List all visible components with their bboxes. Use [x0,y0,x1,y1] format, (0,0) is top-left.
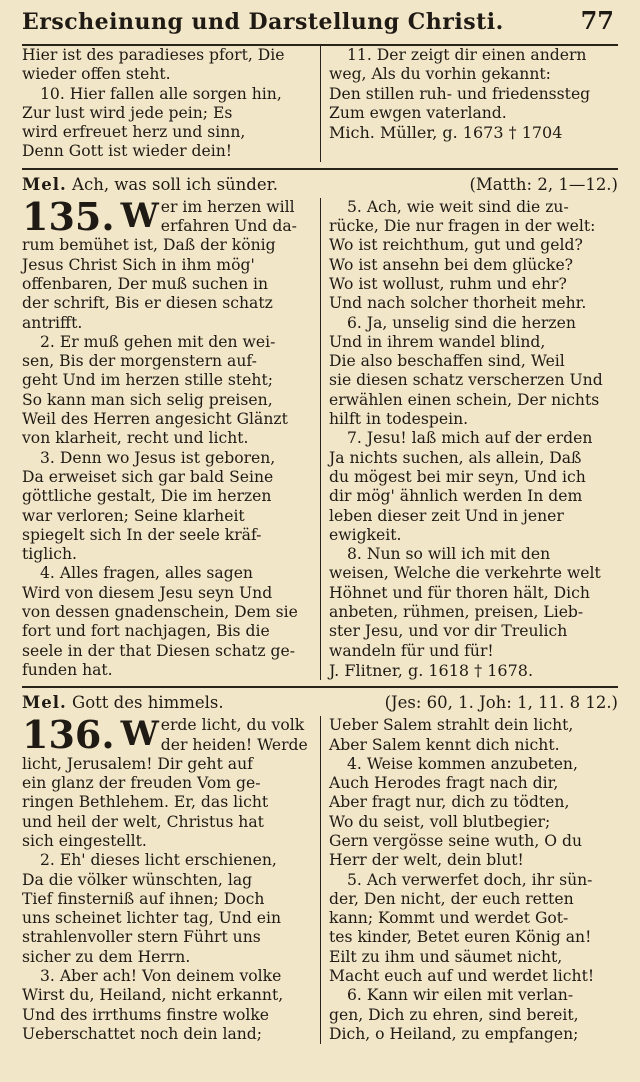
text-line: ewigkeit. [329,525,402,544]
text-line: Wo ist ansehn bei dem glücke? [329,255,574,274]
hymn-135 [22,198,618,680]
text-line: Wo du seist, voll blutbegier; [329,812,551,831]
text-line: ringen Bethlehem. Er, das licht [22,793,269,812]
text-line: gen, Dich zu ehren, sind bereit, [329,1005,579,1024]
hymn-136 [22,716,618,1044]
text-line: der heiden! Werde [160,735,308,754]
melody-label: Mel. [22,174,67,194]
melody-line-135 [22,174,618,196]
text-line: Zum ewgen vaterland. [329,103,507,122]
text-line: leben dieser zeit Und in jener [329,506,564,525]
text-line: seele in der that Diesen schatz ge- [22,641,296,660]
text-line: 4. Alles fragen, alles sagen [40,564,253,583]
text-line: Herr der welt, dein blut! [329,851,524,870]
hymn-number: 135. [22,197,115,237]
text-line: 6. Ja, unselig sind die herzen [347,313,576,332]
text-line: der, Den nicht, der euch retten [329,889,574,908]
text-line: 7. Jesu! laß mich auf der erden [347,429,593,448]
hymn-135-right-column [320,198,618,680]
melody-tune: Gott des himmels. [72,693,224,713]
drop-initial: W [120,197,159,236]
text-line: Eilt zu ihm und säumet nicht, [329,947,563,966]
text-line: Tief finsterniß auf ihnen; Doch [22,889,265,908]
text-line: sich eingestellt. [22,831,147,850]
text-line: rum bemühet ist, Daß der könig [22,236,276,255]
text-line: sicher zu dem Herrn. [22,947,191,966]
text-line: Jesus Christ Sich in ihm mög' [22,255,255,274]
section-divider [22,168,618,170]
text-line: Denn Gott ist wieder dein! [22,142,233,161]
text-line: 2. Eh' dieses licht erschienen, [40,851,277,870]
text-line: So kann man sich selig preisen, [22,390,273,409]
hymn-136-right-column [320,716,618,1044]
text-line: 2. Er muß gehen mit den wei- [40,332,276,351]
text-line: Wirst du, Heiland, nicht erkannt, [22,986,284,1005]
section-divider [22,686,618,688]
hymn-135-opening [22,198,314,237]
text-line: tes kinder, Betet euren König an! [329,928,592,947]
text-line: erwählen einen schein, Der nichts [329,390,600,409]
author-signature: J. Flitner, g. 1618 † 1678. [329,660,534,680]
text-line: 3. Denn wo Jesus ist geboren, [40,448,276,467]
top-section [22,46,618,162]
text-line: ster Jesu, und vor dir Treulich [329,622,568,641]
text-line: erde licht, du volk [160,716,305,735]
page-header [22,6,618,46]
text-line: göttliche gestalt, Die im herzen [22,487,272,506]
text-line: anbeten, rühmen, preisen, Lieb- [329,603,584,622]
scripture-reference: (Jes: 60, 1. Joh: 1, 11. 8 12.) [384,693,618,713]
text-line: Wo ist wollust, ruhm und ehr? [329,274,567,293]
text-line: Macht euch auf und werdet licht! [329,967,595,986]
text-line: 5. Ach, wie weit sind die zu- [347,197,569,216]
text-line: Wird von diesem Jesu seyn Und [22,583,273,602]
text-line: 6. Kann wir eilen mit verlan- [347,986,574,1005]
text-line: er im herzen will [160,197,295,216]
text-line: Hier ist des paradieses pfort, Die [22,46,285,64]
text-line: Dich, o Heiland, zu empfangen; [329,1024,579,1043]
text-line: geht Und im herzen stille steht; [22,371,273,390]
scripture-reference: (Matth: 2, 1—12.) [469,174,618,194]
melody-tune: Ach, was soll ich sünder. [72,174,278,194]
text-line: hilft in todespein. [329,410,469,429]
text-line: weisen, Welche die verkehrte welt [329,564,601,583]
text-line: Aber Salem kennt dich nicht. [329,735,560,754]
text-line: Die also beschaffen sind, Weil [329,352,565,371]
text-line: Höhnet und für thoren hält, Dich [329,583,590,602]
text-line: funden hat. [22,660,113,679]
text-line: von klarheit, recht und licht. [22,429,249,448]
hymn-number: 136. [22,716,115,755]
page-number: 77 [580,6,614,35]
text-line: fort und fort nachjagen, Bis die [22,622,270,641]
text-line: tiglich. [22,545,77,564]
top-left-column [22,46,320,162]
text-line: 4. Weise kommen anzubeten, [347,754,578,773]
text-line: von dessen gnadenschein, Dem sie [22,603,298,622]
melody-line-136 [22,692,618,714]
hymn-136-opening [22,716,314,755]
text-line: sen, Bis der morgenstern auf- [22,352,257,371]
text-line: offenbaren, Der muß suchen in [22,274,269,293]
text-line: Auch Herodes fragt nach dir, [329,774,559,793]
text-line: und heil der welt, Christus hat [22,812,264,831]
text-line: Und des irrthums finstre wolke [22,1005,270,1024]
text-line: Da die völker wünschten, lag [22,870,253,889]
text-line: 5. Ach verwerfet doch, ihr sün- [347,870,593,889]
text-line: Und in ihrem wandel blind, [329,332,546,351]
hymn-135-left-column [22,198,320,680]
text-line: Ueber Salem strahlt dein licht, [329,716,574,735]
text-line: Den stillen ruh- und friedenssteg [329,84,591,103]
text-line: strahlenvoller stern Führt uns [22,928,261,947]
text-line: antrifft. [22,313,83,332]
text-line: licht, Jerusalem! Dir geht auf [22,754,253,773]
text-line: rücke, Die nur fragen in der welt: [329,217,596,236]
text-line: 11. Der zeigt dir einen andern [347,46,587,64]
text-line: Da erweiset sich gar bald Seine [22,467,274,486]
text-line: dir mög' ähnlich werden In dem [329,487,583,506]
text-line: Ueberschattet noch dein land; [22,1024,263,1043]
text-line: erfahren Und da- [160,217,297,236]
text-line: 10. Hier fallen alle sorgen hin, [40,84,282,103]
text-line: war verloren; Seine klarheit [22,506,245,525]
text-line: wandeln für und für! [329,641,494,660]
drop-initial: W [120,716,159,755]
hymn-136-left-column [22,716,320,1044]
text-line: wird erfreuet herz und sinn, [22,123,246,142]
text-line: uns scheinet lichter tag, Und ein [22,909,282,928]
text-line: kann; Kommt und werdet Got- [329,909,569,928]
author-signature: Mich. Müller, g. 1673 † 1704 [329,123,563,143]
text-line: du mögest bei mir seyn, Und ich [329,467,586,486]
text-line: weg, Als du vorhin gekannt: [329,65,551,84]
text-line: Gern vergösse seine wuth, O du [329,831,583,850]
text-line: wieder offen steht. [22,65,171,84]
running-title: Erscheinung und Darstellung Christi. [22,9,504,35]
text-line: Weil des Herren angesicht Glänzt [22,410,288,429]
text-line: 3. Aber ach! Von deinem volke [40,967,282,986]
text-line: Aber fragt nur, dich zu tödten, [329,793,570,812]
text-line: Ja nichts suchen, als allein, Daß [329,448,582,467]
text-line: Wo ist reichthum, gut und geld? [329,236,583,255]
text-line: der schrift, Bis er diesen schatz [22,294,273,313]
text-line: Zur lust wird jede pein; Es [22,103,233,122]
text-line: 8. Nun so will ich mit den [347,545,551,564]
text-line: Und nach solcher thorheit mehr. [329,294,587,313]
text-line: sie diesen schatz verscherzen Und [329,371,603,390]
melody-label: Mel. [22,693,67,713]
text-line: ein glanz der freuden Vom ge- [22,774,261,793]
top-right-column [320,46,618,162]
text-line: spiegelt sich In der seele kräf- [22,525,262,544]
